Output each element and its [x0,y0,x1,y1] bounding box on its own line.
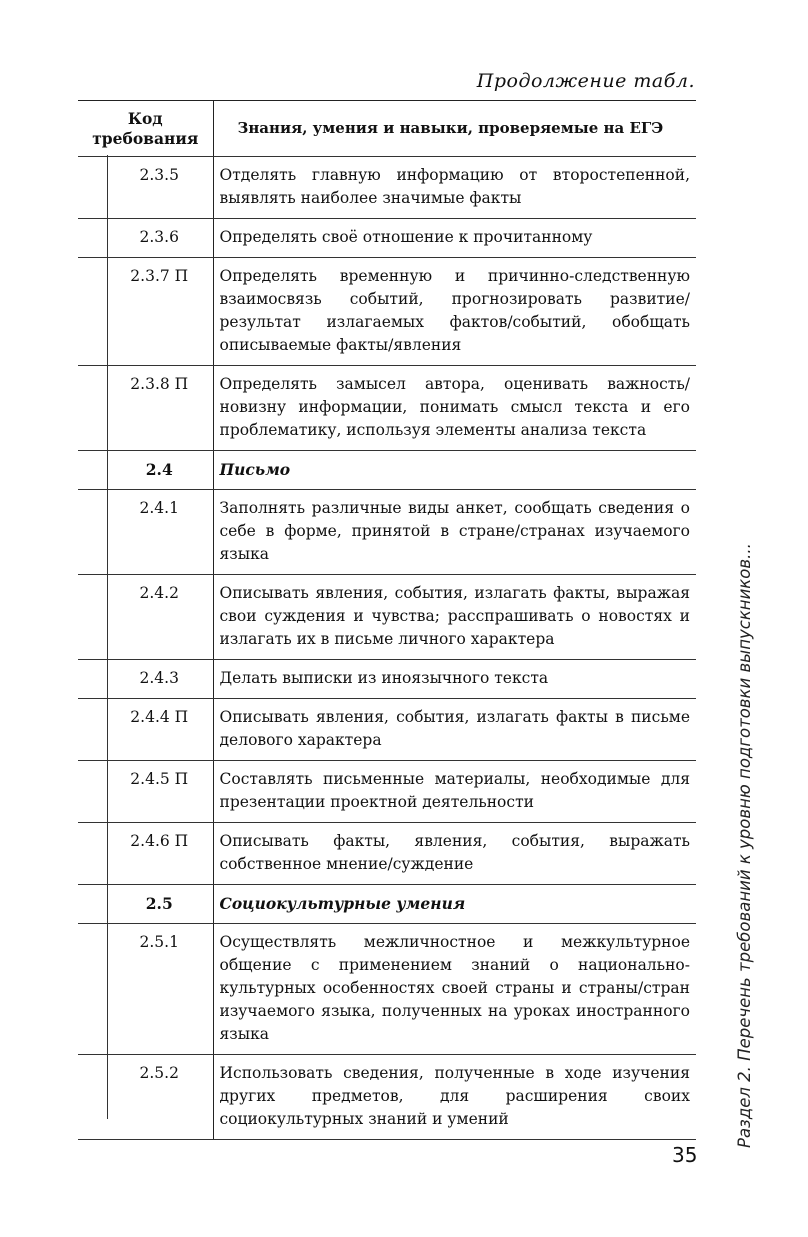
requirement-text: Осуществлять межличностное и межкультурное общение с применением знаний о национально-культурных особенностях своей страны и страны/стран изучаемого языка, полученных на уроках иностранного языка [213,924,696,1055]
code-column-header: Код требования [78,101,213,157]
requirement-code: 2.5.1 [78,924,213,1055]
requirement-code: 2.4.5 П [78,761,213,823]
requirement-text: Отделять главную информацию от второстепенной, выявлять наиболее значимые факты [213,157,696,219]
requirement-text: Заполнять различные виды анкет, сообщать сведения о себе в форме, принятой в стране/странах изучаемого языка [213,490,696,575]
table-row [78,823,696,885]
table-row [78,490,696,575]
table-row [78,660,696,699]
running-side-title: Раздел 2. Перечень требований к уровню подготовки выпускников... [735,543,754,1148]
table-row [78,699,696,761]
requirement-text: Описывать явления, события, излагать факты в письме делового характера [213,699,696,761]
table-row [78,575,696,660]
requirement-text: Описывать явления, события, излагать факты, выражая свои суждения и чувства; расспрашивать о новостях и излагать их в письме личного характера [213,575,696,660]
section-row [78,451,696,490]
requirement-code: 2.3.8 П [78,366,213,451]
table-row [78,366,696,451]
section-code: 2.4 [78,451,213,490]
requirement-code: 2.4.2 [78,575,213,660]
table-row [78,761,696,823]
requirement-code: 2.3.5 [78,157,213,219]
table-row [78,1055,696,1140]
section-title: Письмо [213,451,696,490]
page-number: 35 [672,1143,698,1167]
requirement-text: Определять своё отношение к прочитанному [213,219,696,258]
requirement-code: 2.4.1 [78,490,213,575]
table-row [78,924,696,1055]
requirement-text: Делать выписки из иноязычного текста [213,660,696,699]
requirements-table [78,100,696,1140]
table-header-row [78,101,696,157]
table-indent-rule [107,155,108,1119]
table-row [78,258,696,366]
requirement-code: 2.5.2 [78,1055,213,1140]
table-row [78,219,696,258]
section-row [78,885,696,924]
section-title: Социокультурные умения [213,885,696,924]
requirement-text: Описывать факты, явления, события, выражать собственное мнение/суждение [213,823,696,885]
requirement-code: 2.4.6 П [78,823,213,885]
requirement-code: 2.4.4 П [78,699,213,761]
requirement-code: 2.4.3 [78,660,213,699]
requirement-text: Определять замысел автора, оценивать важность/новизну информации, понимать смысл текста и его проблематику, используя элементы анализа текста [213,366,696,451]
table-row [78,157,696,219]
requirement-text: Использовать сведения, полученные в ходе изучения других предметов, для расширения своих социокультурных знаний и умений [213,1055,696,1140]
requirement-text: Составлять письменные материалы, необходимые для презентации проектной деятельности [213,761,696,823]
requirement-text: Определять временную и причинно-следственную взаимосвязь событий, прогнозировать развитие/результат излагаемых фактов/событий, обобщать описываемые факты/явления [213,258,696,366]
section-code: 2.5 [78,885,213,924]
requirement-code: 2.3.7 П [78,258,213,366]
requirement-code: 2.3.6 [78,219,213,258]
text-column-header: Знания, умения и навыки, проверяемые на ЕГЭ [213,101,696,157]
continuation-label: Продолжение табл. [476,70,695,92]
